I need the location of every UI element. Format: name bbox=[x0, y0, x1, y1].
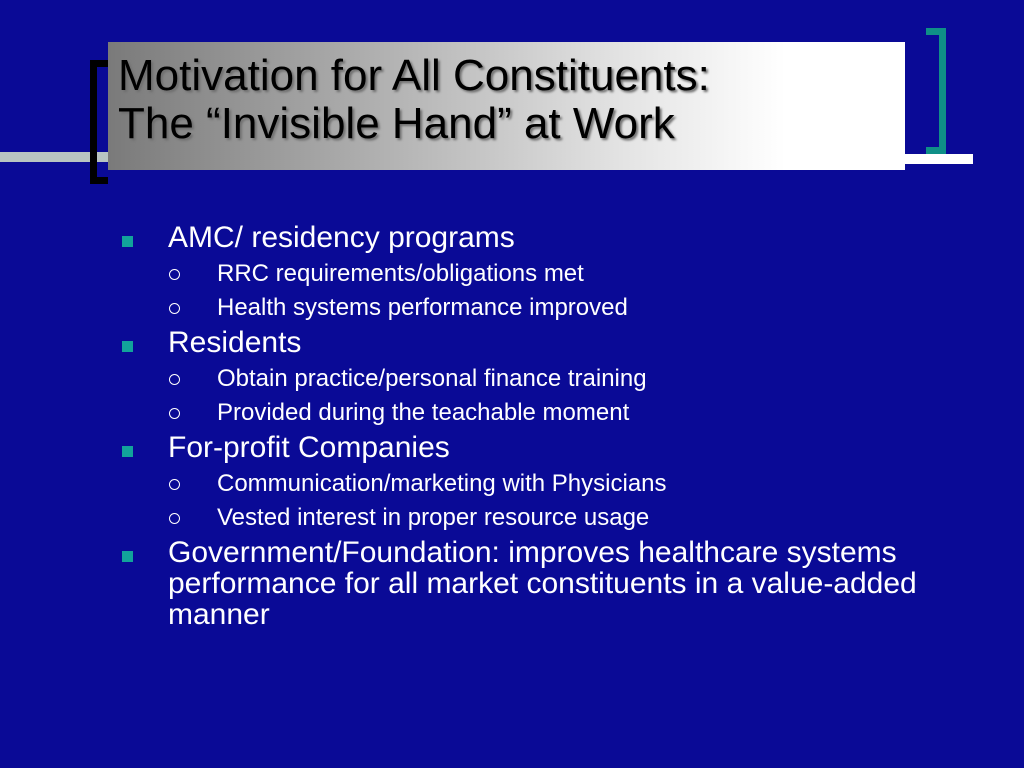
title-line-1: Motivation for All Constituents: bbox=[118, 51, 710, 100]
sub-bullet-text: Obtain practice/personal finance training bbox=[217, 365, 647, 392]
sub-bullet-item bbox=[112, 364, 952, 394]
square-bullet-icon bbox=[122, 236, 133, 247]
circle-bullet-icon bbox=[169, 374, 180, 385]
bullet-text: For-profit Companies bbox=[168, 431, 450, 464]
sub-bullet-text: Communication/marketing with Physicians bbox=[217, 470, 667, 497]
sub-bullet-item bbox=[112, 469, 952, 499]
decorative-rule-right bbox=[905, 154, 973, 164]
circle-bullet-icon bbox=[169, 408, 180, 419]
square-bullet-icon bbox=[122, 446, 133, 457]
sub-bullet-text: Vested interest in proper resource usage bbox=[217, 504, 650, 531]
square-bullet-icon bbox=[122, 341, 133, 352]
left-bracket-icon bbox=[90, 60, 108, 184]
sub-bullet-text: Health systems performance improved bbox=[217, 294, 628, 321]
sub-bullet-text: RRC requirements/obligations met bbox=[217, 260, 584, 287]
sub-bullet-item bbox=[112, 293, 952, 323]
bullet-text: Government/Foundation: improves healthcare systems performance for all market constituents in a value-added manner bbox=[168, 536, 917, 631]
bullet-item-residents bbox=[112, 327, 952, 358]
sub-bullet-item bbox=[112, 398, 952, 428]
right-bracket-icon bbox=[926, 28, 946, 154]
sub-bullet-item bbox=[112, 259, 952, 289]
circle-bullet-icon bbox=[169, 513, 180, 524]
sub-bullet-text: Provided during the teachable moment bbox=[217, 399, 630, 426]
slide-title bbox=[118, 52, 710, 148]
title-line-2: The “Invisible Hand” at Work bbox=[118, 99, 675, 148]
circle-bullet-icon bbox=[169, 479, 180, 490]
bullet-text: AMC/ residency programs bbox=[168, 221, 515, 254]
sub-bullet-item bbox=[112, 503, 952, 533]
bullet-item-government bbox=[112, 537, 952, 630]
bullet-item-for-profit bbox=[112, 432, 952, 463]
bullet-list bbox=[112, 222, 952, 636]
bullet-item-amc bbox=[112, 222, 952, 253]
title-box bbox=[108, 42, 905, 170]
circle-bullet-icon bbox=[169, 269, 180, 280]
circle-bullet-icon bbox=[169, 303, 180, 314]
square-bullet-icon bbox=[122, 551, 133, 562]
bullet-text: Residents bbox=[168, 326, 302, 359]
